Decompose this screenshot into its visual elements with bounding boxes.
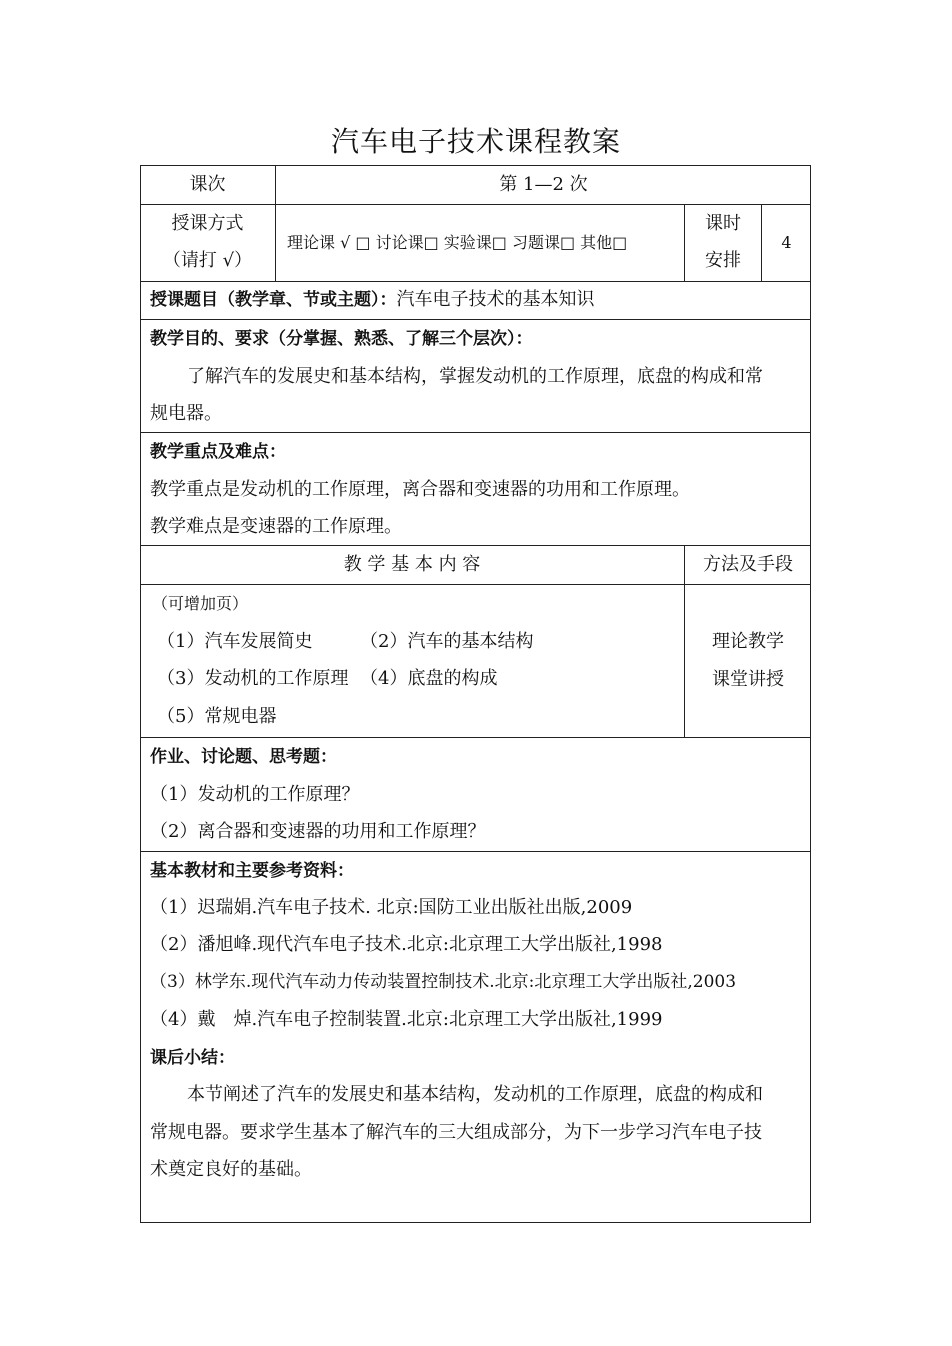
reference-item: （1）迟瑞娟.汽车电子技术. 北京:国防工业出版社出版,2009 bbox=[150, 897, 633, 918]
key-point-text: 教学重点是发动机的工作原理，离合器和变速器的功用和工作原理。 bbox=[150, 479, 690, 500]
row-divider bbox=[140, 281, 811, 282]
method-item: 理论教学 bbox=[712, 631, 784, 652]
difficult-point-text: 教学难点是变速器的工作原理。 bbox=[150, 516, 402, 537]
content-note: （可增加页） bbox=[152, 594, 249, 613]
teaching-mode-options: 理论课 √ □ 讨论课□ 实验课□ 习题课□ 其他□ bbox=[287, 233, 628, 252]
hours-label: 课时 bbox=[705, 213, 741, 234]
homework-question: （1）发动机的工作原理？ bbox=[150, 784, 360, 805]
reference-item: （4）戴 焯.汽车电子控制装置.北京:北京理工大学出版社,1999 bbox=[150, 1009, 663, 1030]
reference-item: （3）林学东.现代汽车动力传动装置控制技术.北京:北京理工大学出版社,2003 bbox=[150, 972, 737, 992]
topic-value: 汽车电子技术的基本知识 bbox=[396, 289, 595, 310]
content-item: （1）汽车发展简史 bbox=[157, 631, 313, 652]
objectives-text-2: 规电器。 bbox=[150, 403, 222, 424]
content-header: 教 学 基 本 内 容 bbox=[343, 554, 481, 575]
session-label: 课次 bbox=[189, 174, 226, 195]
objectives-text-1: 了解汽车的发展史和基本结构，掌握发动机的工作原理，底盘的构成和常 bbox=[187, 366, 763, 387]
methods-header: 方法及手段 bbox=[703, 554, 793, 575]
homework-label: 作业、讨论题、思考题： bbox=[150, 747, 337, 767]
page-title: 汽车电子技术课程教案 bbox=[330, 125, 621, 158]
teaching-mode-label: 授课方式 bbox=[171, 213, 244, 234]
topic-row bbox=[150, 289, 595, 311]
summary-label: 课后小结： bbox=[150, 1048, 235, 1068]
summary-text-2: 常规电器。要求学生基本了解汽车的三大组成部分，为下一步学习汽车电子技 bbox=[150, 1122, 762, 1143]
row-divider bbox=[140, 319, 811, 320]
objectives-label: 教学目的、要求（分掌握、熟悉、了解三个层次）： bbox=[150, 329, 533, 349]
row-divider bbox=[140, 584, 811, 585]
key-points-label: 教学重点及难点： bbox=[150, 442, 286, 462]
row-divider bbox=[140, 204, 811, 205]
references-label: 基本教材和主要参考资料： bbox=[150, 861, 354, 881]
lesson-plan-table bbox=[140, 165, 811, 1223]
row-divider bbox=[140, 432, 811, 433]
teaching-mode-hint: （请打 √） bbox=[162, 250, 253, 271]
summary-text-1: 本节阐述了汽车的发展史和基本结构，发动机的工作原理，底盘的构成和 bbox=[187, 1084, 763, 1105]
homework-question: （2）离合器和变速器的功用和工作原理？ bbox=[150, 821, 486, 842]
hours-label-2: 安排 bbox=[705, 250, 741, 271]
content-item: （5）常规电器 bbox=[157, 706, 277, 727]
reference-item: （2）潘旭峰.现代汽车电子技术.北京:北京理工大学出版社,1998 bbox=[150, 934, 663, 955]
row-divider bbox=[140, 851, 811, 852]
row-divider bbox=[140, 737, 811, 738]
row-divider bbox=[140, 545, 811, 546]
summary-text-3: 术奠定良好的基础。 bbox=[150, 1159, 312, 1180]
topic-label: 授课题目（教学章、节或主题）： bbox=[150, 290, 397, 310]
hours-value: 4 bbox=[781, 233, 792, 252]
content-item: （2）汽车的基本结构 bbox=[360, 631, 534, 652]
session-value: 第 1—2 次 bbox=[499, 174, 588, 195]
content-item: （3）发动机的工作原理 bbox=[157, 668, 349, 689]
method-item: 课堂讲授 bbox=[712, 669, 784, 690]
content-item: （4）底盘的构成 bbox=[360, 668, 498, 689]
